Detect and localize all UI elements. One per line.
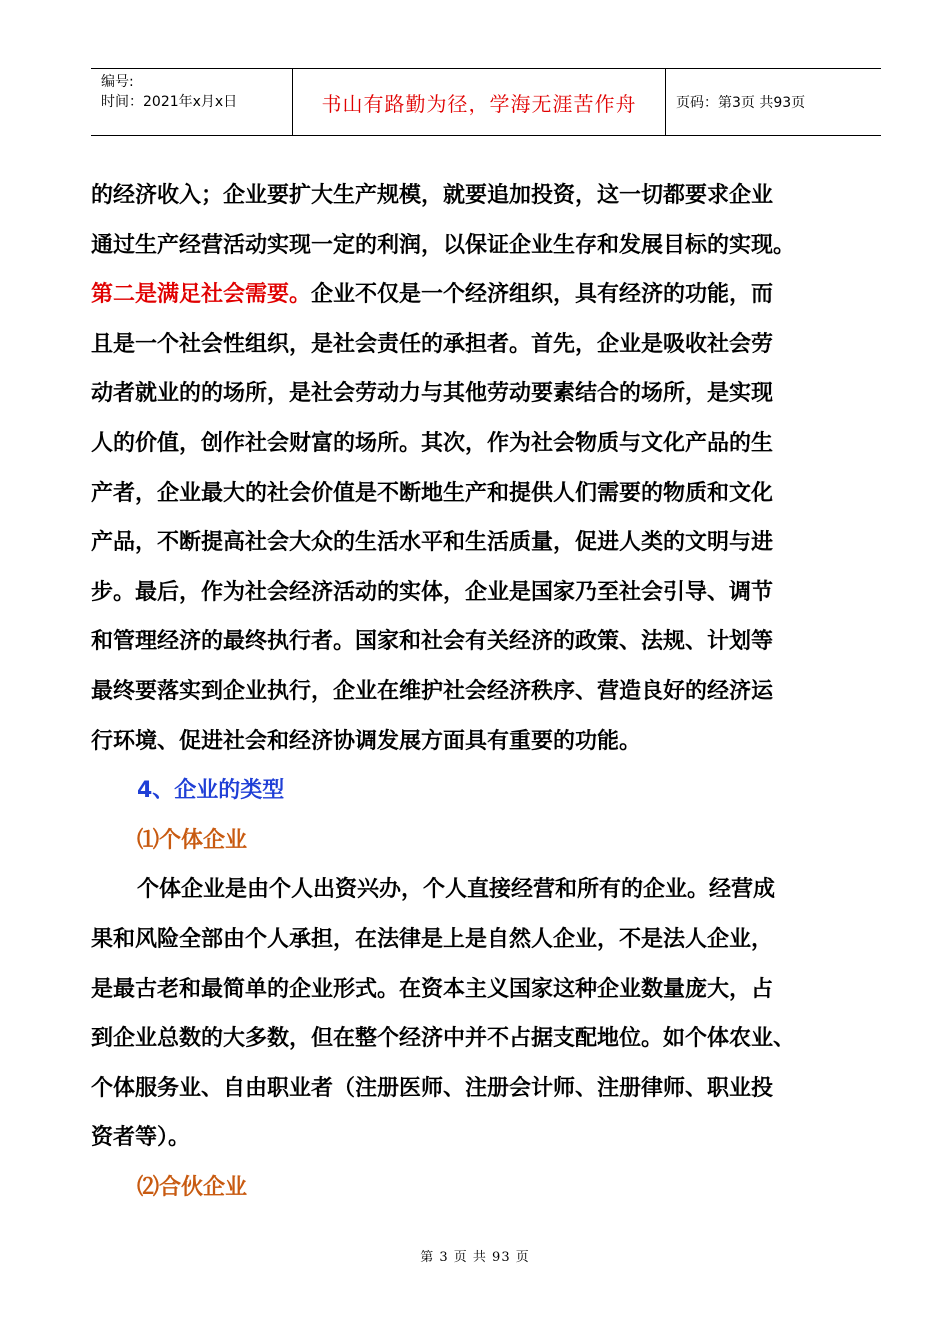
page-footer: 第 3 页 共 93 页	[420, 1250, 530, 1265]
body-line: 步。最后，作为社会经济活动的实体，企业是国家乃至社会引导、调节	[91, 579, 774, 605]
body-line: 的经济收入；企业要扩大生产规模，就要追加投资，这一切都要求企业	[91, 183, 774, 208]
section-heading-enterprise-types: 4、企业的类型	[137, 778, 285, 804]
header-time-label: 时间：2021年x月x日	[101, 94, 238, 110]
body-line: 果和风险全部由个人承担，在法律是上是自然人企业，不是法人企业，	[91, 926, 774, 952]
header-number-label: 编号:	[101, 74, 134, 90]
body-line: 资者等）。	[91, 1125, 191, 1151]
body-line: 和管理经济的最终执行者。国家和社会有关经济的政策、法规、计划等	[91, 629, 774, 655]
body-line: 且是一个社会性组织，是社会责任的承担者。首先，企业是吸收社会劳	[91, 331, 774, 357]
header-motto: 书山有路勤为径，学海无涯苦作舟	[293, 69, 666, 135]
body-line: 产品，不断提高社会大众的生活水平和生活质量，促进人类的文明与进	[91, 530, 774, 556]
emphasis-social-needs: 第二是满足社会需要。	[91, 282, 312, 308]
body-line: 人的价值，创作社会财富的场所。其次，作为社会物质与文化产品的生	[91, 430, 774, 456]
body-line: 动者就业的的场所，是社会劳动力与其他劳动要素结合的场所，是实现	[91, 381, 774, 407]
subheading-sole-proprietorship: ⑴个体企业	[137, 827, 248, 853]
body-line-fragment: 企业不仅是一个经济组织，具有经济的功能，而	[311, 282, 774, 308]
document-body	[91, 171, 891, 1212]
body-line: 到企业总数的大多数，但在整个经济中并不占据支配地位。如个体农业、	[91, 1026, 796, 1052]
header-page-info: 页码：第3页 共93页	[676, 95, 806, 111]
body-line: 最终要落实到企业执行，企业在维护社会经济秩序、营造良好的经济运	[91, 678, 774, 704]
body-line: 行环境、促进社会和经济协调发展方面具有重要的功能。	[91, 728, 642, 754]
body-line: 是最古老和最简单的企业形式。在资本主义国家这种企业数量庞大，占	[91, 976, 774, 1002]
body-line: 产者，企业最大的社会价值是不断地生产和提供人们需要的物质和文化	[91, 480, 774, 506]
body-line: 个体企业是由个人出资兴办，个人直接经营和所有的企业。经营成	[137, 877, 776, 903]
body-line: 个体服务业、自由职业者（注册医师、注册会计师、注册律师、职业投	[91, 1075, 774, 1101]
header-meta	[91, 69, 293, 135]
subheading-partnership: ⑵合伙企业	[137, 1174, 248, 1200]
body-line: 通过生产经营活动实现一定的利润，以保证企业生存和发展目标的实现。	[91, 232, 796, 258]
paragraph-social-needs	[91, 270, 891, 320]
document-header	[91, 68, 881, 136]
